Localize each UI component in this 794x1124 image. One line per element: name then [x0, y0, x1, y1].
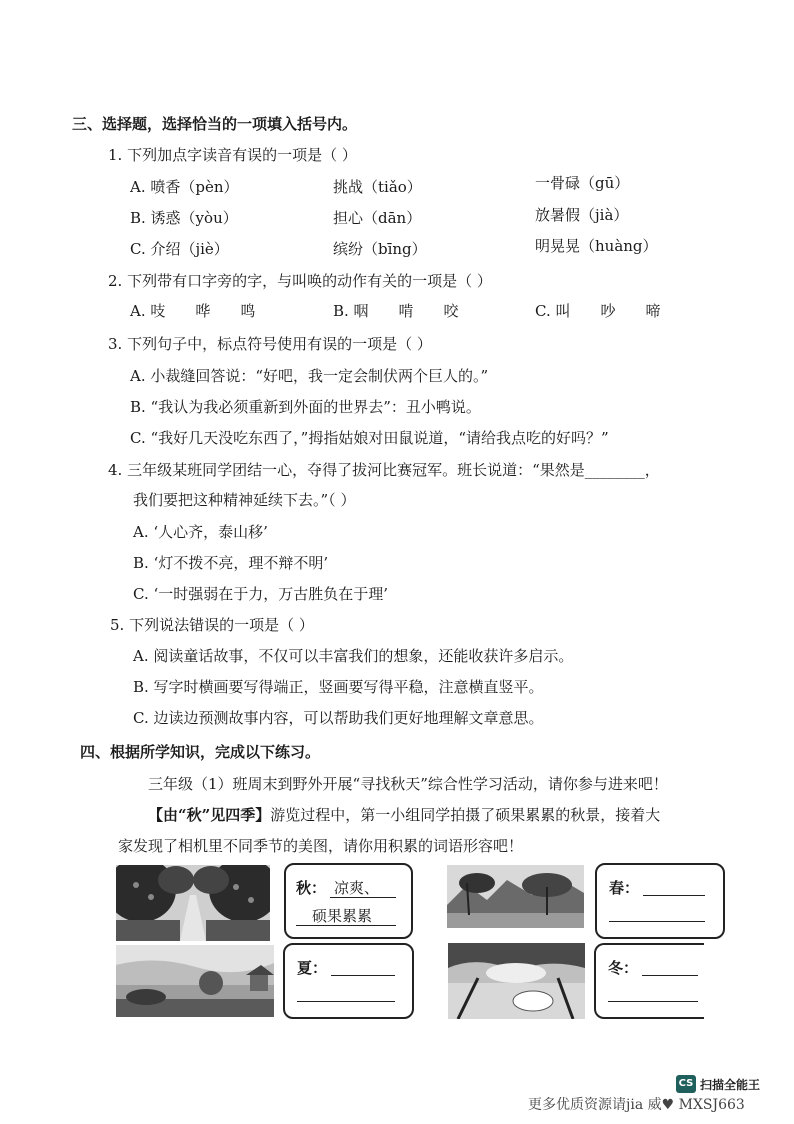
winter-line-1[interactable] [642, 975, 698, 976]
section4-subtask-cont: 家发现了相机里不同季节的美图，请你用积累的词语形容吧！ [118, 837, 524, 855]
scanner-badge: CS [676, 1075, 696, 1093]
spring-label: 春： [609, 879, 640, 897]
winter-line-2[interactable] [608, 1001, 698, 1002]
q1-option-c3: 明晃晃（huàng） [535, 237, 658, 255]
q4-option-c: C. ‘一时强弱在于力，万古胜负在于理’ [133, 585, 389, 603]
subtask-label: 【由“秋”见四季】 [148, 806, 271, 824]
q1-option-a2: 挑战（tiǎo） [333, 178, 422, 196]
q5-stem: 5. 下列说法错误的一项是（ ） [110, 616, 314, 634]
q1-option-b2: 担心（dān） [333, 209, 422, 227]
section4-intro: 三年级（1）班周末到野外开展“寻找秋天”综合性学习活动，请你参与进来吧！ [148, 775, 668, 793]
q1-option-b3: 放暑假（jià） [535, 206, 629, 224]
autumn-answer-2: 硕果累累 [312, 907, 373, 925]
winter-photo [448, 943, 585, 1019]
spring-photo [447, 865, 584, 928]
footer-watermark-text: 更多优质资源请jia 威♥ MXSJ663 [528, 1097, 745, 1113]
summer-answer-box [283, 943, 414, 1019]
q3-option-c: C. “我好几天没吃东西了，”拇指姑娘对田鼠说道，“请给我点吃的好吗？” [130, 429, 609, 447]
summer-photo [116, 945, 274, 1017]
q4-option-b: B. ‘灯不拨不亮，理不辩不明’ [133, 554, 329, 572]
q2-option-b: B. 咽 啃 咬 [333, 302, 459, 320]
q1-stem: 1. 下列加点字读音有误的一项是（ ） [108, 146, 357, 164]
autumn-line-1 [330, 897, 396, 898]
q2-stem: 2. 下列带有口字旁的字，与叫唤的动作有关的一项是（ ） [108, 272, 492, 290]
winter-label: 冬： [608, 959, 639, 977]
spring-line-2[interactable] [609, 921, 705, 922]
q5-option-a: A. 阅读童话故事，不仅可以丰富我们的想象，还能收获许多启示。 [133, 647, 574, 665]
autumn-line-2 [296, 925, 396, 926]
q2-option-c: C. 叫 吵 啼 [535, 302, 661, 320]
q4-option-a: A. ‘人心齐，泰山移’ [133, 523, 268, 541]
autumn-label: 秋： [296, 879, 327, 897]
q5-option-c: C. 边读边预测故事内容，可以帮助我们更好地理解文章意思。 [133, 709, 544, 727]
q1-option-c2: 缤纷（bīng） [333, 240, 427, 258]
q1-option-a3: 一骨碌（gū） [535, 174, 630, 192]
scanner-app-name: 扫描全能王 [700, 1078, 761, 1092]
q3-option-b: B. “我认为我必须重新到外面的世界去”：丑小鸭说。 [130, 398, 481, 416]
q1-option-a1: A. 喷香（pèn） [130, 178, 239, 196]
q4-stem: 4. 三年级某班同学团结一心，夺得了拔河比赛冠军。班长说道：“果然是________， [108, 461, 660, 479]
spring-line-1[interactable] [643, 895, 705, 896]
spring-answer-box [595, 863, 725, 939]
autumn-photo [116, 865, 270, 941]
section3-title: 三、选择题，选择恰当的一项填入括号内。 [72, 115, 358, 133]
q3-stem: 3. 下列句子中，标点符号使用有误的一项是（ ） [108, 335, 432, 353]
autumn-answer-box [284, 863, 413, 939]
autumn-answer-1: 凉爽、 [334, 879, 380, 897]
winter-answer-box [594, 943, 704, 1019]
q3-option-a: A. 小裁缝回答说：“好吧，我一定会制伏两个巨人的。” [130, 367, 489, 385]
summer-line-1[interactable] [331, 975, 395, 976]
q5-option-b: B. 写字时横画要写得端正，竖画要写得平稳，注意横直竖平。 [133, 678, 544, 696]
summer-label: 夏： [297, 959, 328, 977]
subtask-text: 游览过程中，第一小组同学拍摄了硕果累累的秋景，接着大 [270, 806, 661, 824]
summer-line-2[interactable] [297, 1001, 395, 1002]
q1-option-b1: B. 诱惑（yòu） [130, 209, 238, 227]
q1-option-c1: C. 介绍（jiè） [130, 240, 229, 258]
section4-subtask [148, 804, 660, 825]
section4-title: 四、根据所学知识，完成以下练习。 [80, 743, 321, 761]
q4-stem-cont: 我们要把这种精神延续下去。”（ ） [133, 491, 356, 509]
q2-option-a: A. 吱 哗 鸣 [130, 302, 256, 320]
